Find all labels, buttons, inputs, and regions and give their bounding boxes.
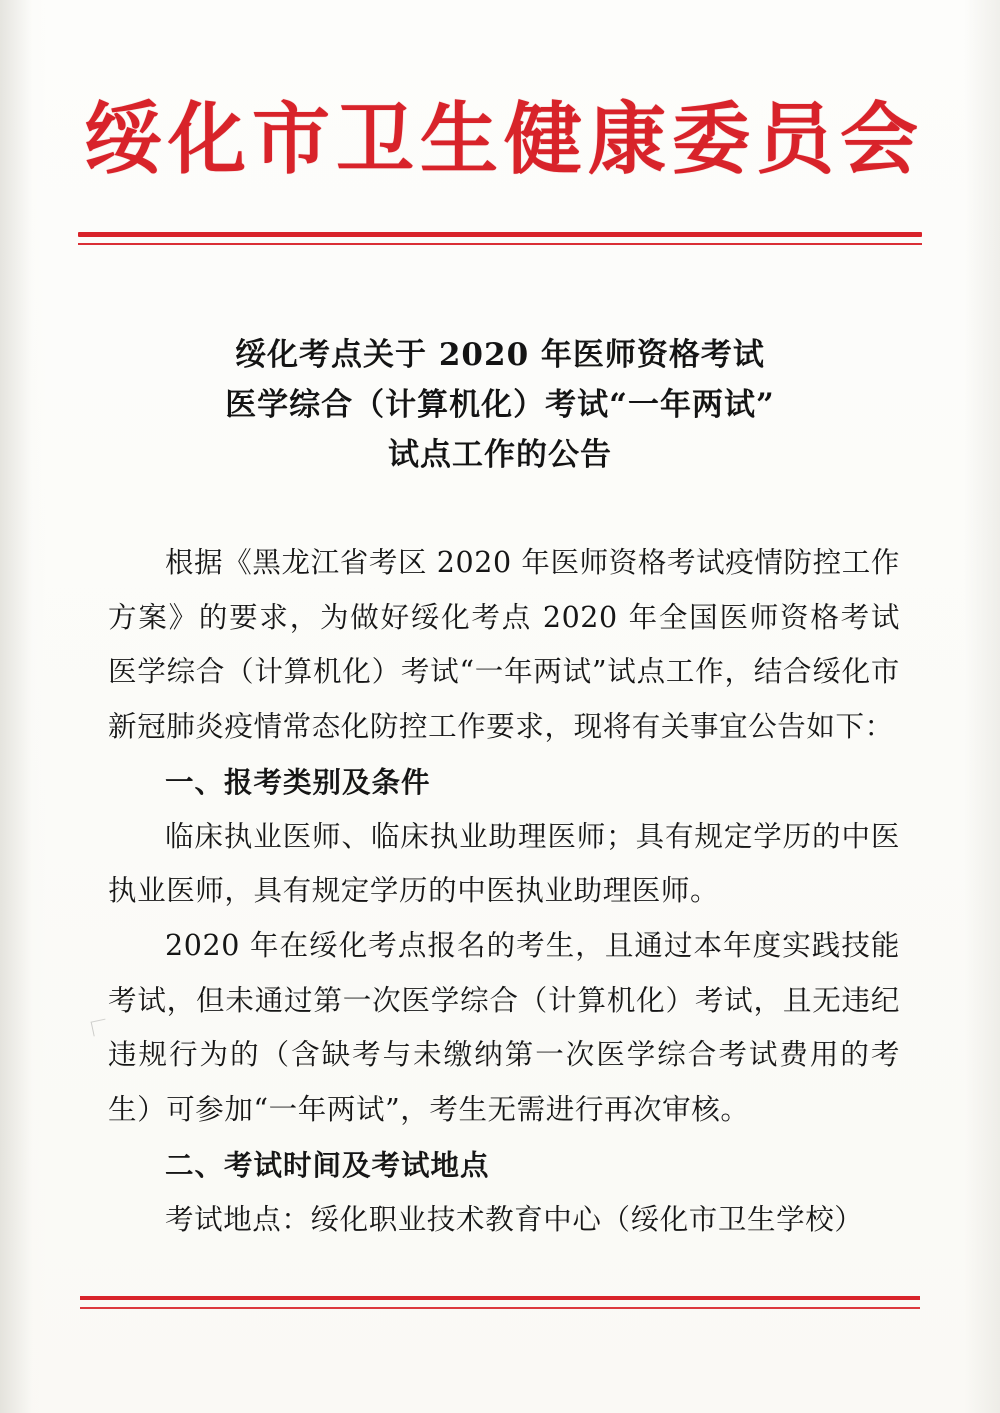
body-paragraph: 2020 年在绥化考点报名的考生，且通过本年度实践技能考试，但未通过第一次医学综合（计算机化）考试，且无违纪违规行为的（含缺考与未缴纳第一次医学综合考试费用的考生）可参加“一年两试”，考生无需进行再次审核。 [108,929,900,1127]
body-paragraph: 临床执业医师、临床执业助理医师；具有规定学历的中医执业医师，具有规定学历的中医执业助理医师。 [108,819,900,908]
footer-rule-thick [80,1296,920,1300]
section-heading: 二、考试时间及考试地点 [165,1147,490,1182]
paper-edge-shadow-right [964,0,1000,1413]
document-title-line-1: 绥化考点关于 2020 年医师资格考试 [235,337,765,373]
body-paragraph: 考试地点：绥化职业技术教育中心（绥化市卫生学校） [165,1202,864,1236]
section-heading: 一、报考类别及条件 [165,764,431,799]
issuing-organization: 绥化市卫生健康委员会 [83,94,924,185]
body-paragraph: 根据《黑龙江省考区 2020 年医师资格考试疫情防控工作方案》的要求，为做好绥化考点 2020 年全国医师资格考试医学综合（计算机化）考试“一年两试”试点工作，结合绥化市新冠肺炎疫情常态化防控工作要求，现将有关事宜公告如下： [108,546,900,744]
scan-artifact [91,1019,109,1037]
document-title [120,330,880,481]
paper-edge-shadow-left [0,0,46,1413]
document-title-line-2: 医学综合（计算机化）考试“一年两试” [225,387,775,424]
letterhead-divider [78,232,922,245]
letterhead [0,96,1000,183]
letterhead-rule-thick [78,232,922,237]
footer-rule-thin [80,1307,920,1309]
letterhead-rule-thin [78,243,922,245]
document-title-line-3: 试点工作的公告 [388,437,612,474]
footer-divider [80,1296,920,1309]
document-body [108,536,900,1247]
